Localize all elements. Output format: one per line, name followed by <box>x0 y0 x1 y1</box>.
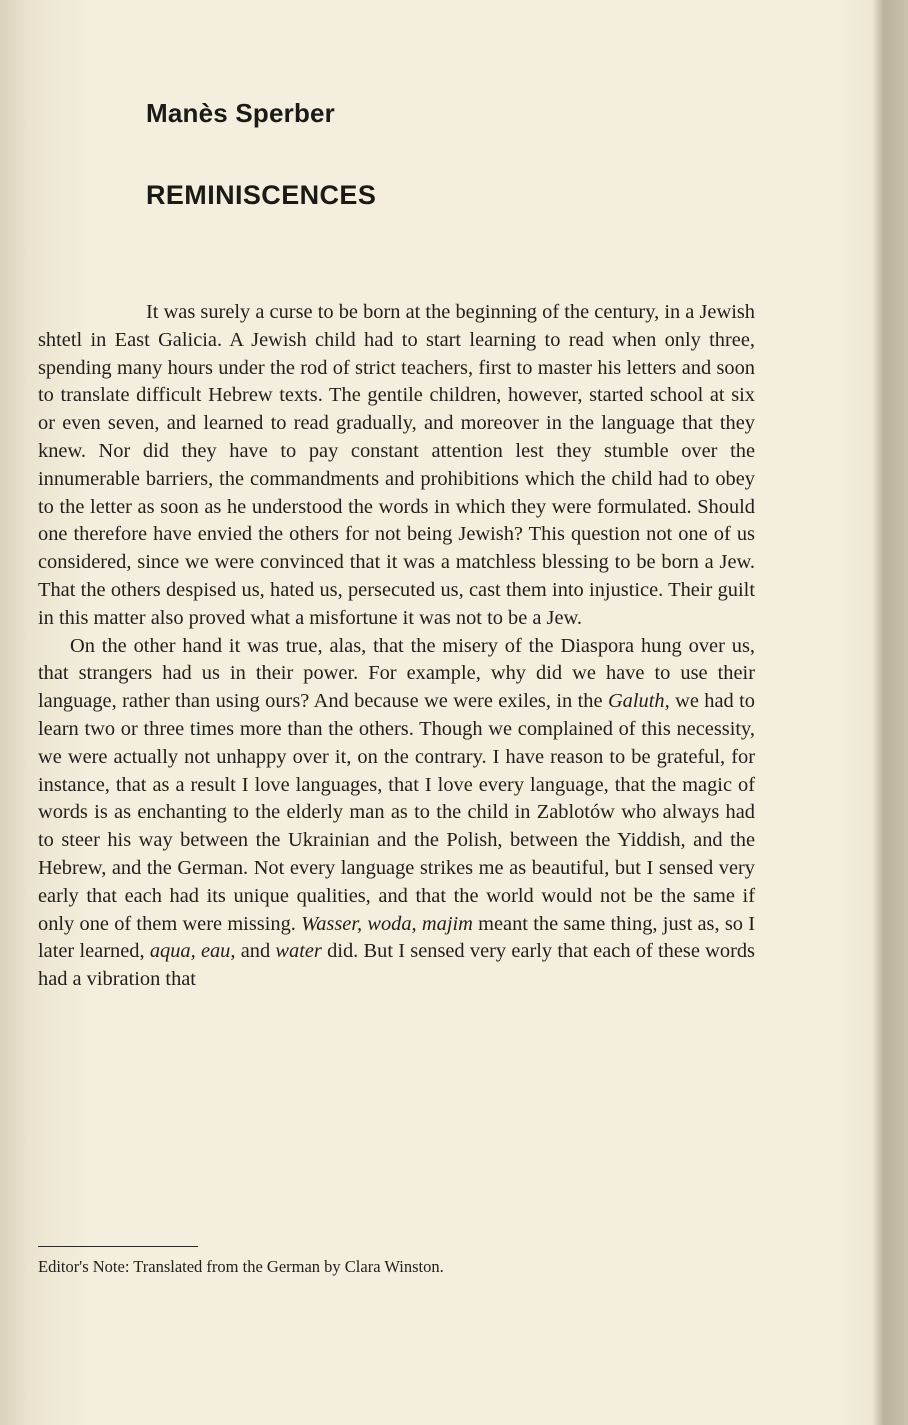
body-text <box>38 299 755 994</box>
italic-wasser-woda-majim: Wasser, woda, majim <box>301 912 473 935</box>
paragraph-2-text-a: On the other hand it was true, alas, that the misery of the Diaspora hung over us, that strangers had us in their power. For example, why did we have to use their language, rather than using ours? And because we were exiles, in the <box>38 634 755 713</box>
author-name: Manès Sperber <box>146 98 336 128</box>
paragraph-2-text-b: we had to learn two or three times more than the others. Though we complained of this necessity, we were actually not unhappy over it, on the contrary. I have reason to be grateful, for instance, that as a result I love languages, that I love every language, that the magic of words is as enchanting to the elderly man as to the child in Zablotów who always had to steer his way between the Ukrainian and the Polish, between the Yiddish, and the Hebrew, and the German. Not every language strikes me as beautiful, but I sensed very early that each had its unique qualities, and that the world would not be the same if only one of them were missing. <box>38 690 755 935</box>
paragraph-2-text-d: and <box>235 940 276 963</box>
italic-galuth: Galuth, <box>607 690 670 713</box>
paragraph-2 <box>38 633 755 994</box>
italic-water: water <box>275 940 322 963</box>
footnote-divider <box>38 1246 198 1247</box>
paragraph-1: It was surely a curse to be born at the beginning of the century, in a Jewish shtetl in East Galicia. A Jewish child had to start learning to read when only three, spending many hours under the rod of strict teachers, first to master his letters and soon to translate difficult Hebrew texts. The gentile children, however, started school at six or even seven, and learned to read gradually, and moreover in the language that they knew. Nor did they have to pay constant attention lest they stumble over the innumerable barriers, the commandments and prohibitions which the child had to obey to the letter as soon as he understood the words in which they were formulated. Should one therefore have envied the others for not being Jewish? This question not one of us considered, since we were convinced that it was a matchless blessing to be born a Jew. That the others despised us, hated us, persecuted us, cast them into injustice. Their guilt in this matter also proved what a misfortune it was not to be a Jew. <box>38 301 755 629</box>
paragraph-2-text-e: did. But I sensed very early that each of these words had a vibration that <box>38 940 755 991</box>
italic-aqua-eau: aqua, eau, <box>149 940 236 963</box>
paragraph-2-text-c: meant the same thing, just as, so I later learned, <box>38 912 755 963</box>
footnote: Editor's Note: Translated from the German by Clara Winston. <box>38 1257 444 1276</box>
chapter-title: REMINISCENCES <box>146 180 377 210</box>
